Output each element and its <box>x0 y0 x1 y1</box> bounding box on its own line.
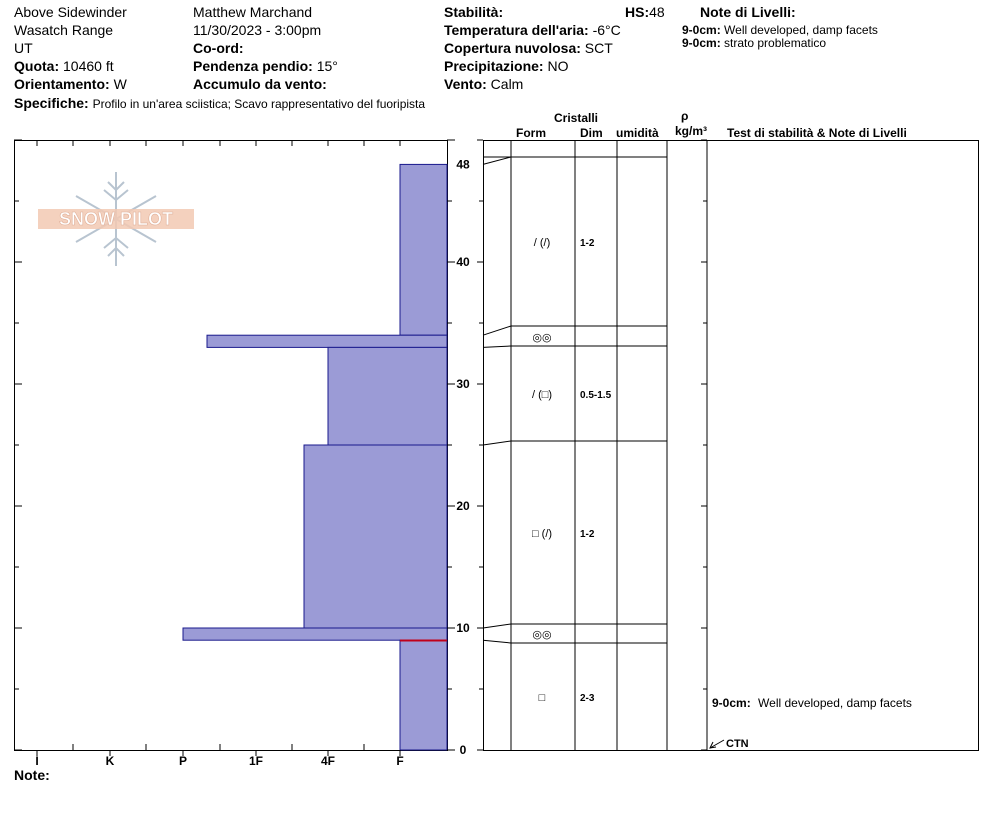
hs-label: HS: <box>625 4 650 20</box>
wind-label: Vento: <box>444 76 487 92</box>
elevation-label: Quota: <box>14 58 60 74</box>
observer: Matthew Marchand <box>193 4 313 20</box>
location: Above Sidewinder <box>14 4 127 20</box>
stability-note-1 <box>712 696 912 710</box>
grain-table-frame <box>484 141 979 751</box>
depth-label-5: 0 <box>459 743 467 757</box>
snowpilot-logo-text: SNOW PILOT <box>59 209 173 229</box>
cloud-label: Copertura nuvolosa: <box>444 40 581 56</box>
depth-label-2: 30 <box>456 377 470 391</box>
hardness-bars <box>183 164 447 750</box>
range: Wasatch Range <box>14 22 114 38</box>
grain-rows <box>532 237 612 704</box>
stability-note-text: Well developed, damp facets <box>758 696 912 710</box>
hardness-bar-2 <box>328 347 447 445</box>
hardness-bar-3 <box>304 445 447 628</box>
aspect-label: Orientamento: <box>14 76 110 92</box>
grain-row-connector <box>483 640 511 643</box>
grain-form-0: / (/) <box>533 237 551 249</box>
slope-label: Pendenza pendio: <box>193 58 313 74</box>
grain-row-connector <box>483 624 511 628</box>
layer-note-range: 9-0cm: <box>682 36 721 50</box>
layer-notes-title: Note di Livelli: <box>700 4 796 20</box>
form-header: Form <box>516 126 546 140</box>
wind-value: Calm <box>490 76 524 92</box>
specifics-label: Specifiche: <box>14 95 89 111</box>
grain-size-3: 1-2 <box>580 529 595 540</box>
hardness-label-1: K <box>105 754 115 768</box>
hardness-label-4: 4F <box>320 754 336 768</box>
layer-note-text: Well developed, damp facets <box>724 23 878 37</box>
grain-form-5: □ <box>538 692 546 704</box>
coord-label: Co-ord: <box>193 40 244 56</box>
specifics-value: Profilo in un'area sciistica; Scavo rappresentativo del fuoripista <box>92 97 426 111</box>
depth-label-1: 40 <box>456 255 470 269</box>
grain-row-connector <box>483 157 511 164</box>
size-header: Dim <box>580 126 603 140</box>
grain-row-connector <box>483 326 511 335</box>
grain-size-0: 1-2 <box>580 238 595 249</box>
depth-label-4: 10 <box>456 621 470 635</box>
hs-value: 48 <box>649 4 665 20</box>
grain-row-connector <box>483 441 511 445</box>
cloud-value: SCT <box>584 40 613 56</box>
hardness-bar-0 <box>400 164 447 335</box>
note-label: Note: <box>14 767 50 783</box>
air-temp-label: Temperatura dell'aria: <box>444 22 589 38</box>
elevation-value: 10460 ft <box>63 58 114 74</box>
state: UT <box>14 40 33 56</box>
grain-size-5: 2-3 <box>580 693 595 704</box>
depth-label-0: 48 <box>456 157 470 172</box>
grain-form-4: ◎◎ <box>532 629 552 641</box>
stability-label: Stabilità: <box>444 4 504 20</box>
grain-table <box>483 140 707 750</box>
slope-value: 15° <box>316 58 338 74</box>
crystals-header: Cristalli <box>554 111 599 125</box>
density-unit-header: kg/m³ <box>675 124 708 138</box>
hardness-label-5: F <box>396 754 404 768</box>
precip-label: Precipitazione: <box>444 58 544 74</box>
ctn-test-label: CTN <box>726 738 749 750</box>
stability-header: Test di stabilità & Note di Livelli <box>727 126 907 140</box>
hardness-label-0: I <box>35 754 39 768</box>
wind-loading-label: Accumulo da vento: <box>193 76 327 92</box>
rho-header: ρ <box>681 109 689 123</box>
grain-form-2: / (□) <box>531 389 553 401</box>
hardness-bar-4 <box>183 628 447 640</box>
hardness-bar-5 <box>400 640 447 750</box>
datetime: 11/30/2023 - 3:00pm <box>193 22 322 38</box>
aspect-value: W <box>113 76 127 92</box>
moisture-header: umidità <box>616 126 659 140</box>
precip-value: NO <box>547 58 569 74</box>
hardness-bar-1 <box>207 335 447 347</box>
layer-note-range: 9-0cm: <box>682 23 721 37</box>
layer-note-text: strato problematico <box>724 36 827 50</box>
depth-label-3: 20 <box>456 499 470 513</box>
hardness-label-2: P <box>178 754 188 768</box>
air-temp-value: -6°C <box>592 22 621 38</box>
grain-row-connector <box>483 346 511 347</box>
grain-form-3: □ (/) <box>531 528 553 540</box>
stability-note-range: 9-0cm: <box>712 696 751 710</box>
grain-form-1: ◎◎ <box>532 332 552 344</box>
hardness-label-3: 1F <box>248 754 264 768</box>
grain-size-2: 0.5-1.5 <box>580 390 612 401</box>
